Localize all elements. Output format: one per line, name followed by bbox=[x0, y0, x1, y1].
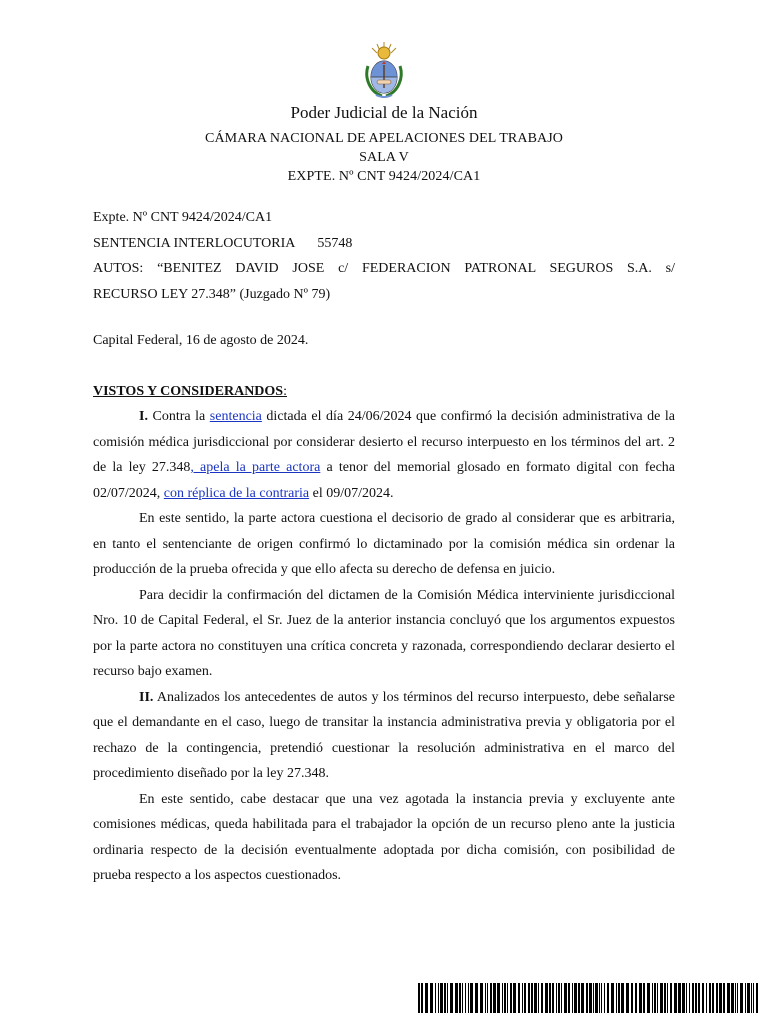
barcode-bar bbox=[552, 983, 554, 1013]
section-title-colon: : bbox=[283, 383, 287, 399]
barcode-bar bbox=[455, 983, 458, 1013]
court-name: Poder Judicial de la Nación bbox=[290, 103, 478, 122]
barcode-bar bbox=[709, 983, 711, 1013]
sentencia-label: SENTENCIA INTERLOCUTORIA bbox=[93, 235, 296, 251]
paragraph-4-text: Analizados los antecedentes de autos y los términos del recurso interpuesto, debe señalarse que el demandante en el caso, luego de transitar la instancia administrativa previa y obligatoria por el rechazo de la contingencia, pretendió cuestionar la resolución administrativa en el marco del procedimiento diseñado por la ley 27.348. bbox=[93, 689, 675, 781]
barcode-bar bbox=[621, 983, 624, 1013]
barcode-bar bbox=[468, 983, 469, 1013]
barcode-bar bbox=[712, 983, 714, 1013]
barcode-bar bbox=[660, 983, 663, 1013]
barcode-bar bbox=[425, 983, 428, 1013]
barcode-bar bbox=[465, 983, 466, 1013]
paragraph-4-numeral: II. bbox=[139, 689, 154, 705]
barcode-bar bbox=[430, 983, 433, 1013]
barcode-bar bbox=[654, 983, 656, 1013]
barcode-bar bbox=[599, 983, 600, 1013]
barcode-bar bbox=[631, 983, 633, 1013]
sala-name: SALA V bbox=[359, 150, 409, 165]
paragraph-3: Para decidir la confirmación del dictamen de la Comisión Médica interviniente jurisdiccional Nro. 10 de Capital Federal, el Sr. Juez de la anterior instancia concluyó que los argumentos expuestos por la parte actora no constituyen una crítica concreta y razonada, correspondiendo declarar desierto el recurso bajo examen. bbox=[93, 587, 675, 679]
barcode-bar bbox=[531, 983, 533, 1013]
barcode-bar bbox=[450, 983, 453, 1013]
argentina-coat-of-arms-icon bbox=[360, 40, 408, 100]
barcode-bar bbox=[607, 983, 609, 1013]
barcode-bar bbox=[737, 983, 738, 1013]
autos-line-1: AUTOS: “BENITEZ DAVID JOSE c/ FEDERACION PATRONAL SEGUROS S.A. s/ bbox=[93, 261, 675, 276]
header-expte: EXPTE. Nº CNT 9424/2024/CA1 bbox=[287, 169, 481, 184]
barcode-bar bbox=[502, 983, 503, 1013]
barcode-bar bbox=[682, 983, 685, 1013]
document-body bbox=[93, 205, 675, 889]
barcode-bar bbox=[522, 983, 523, 1013]
barcode-icon bbox=[418, 983, 760, 1013]
barcode-bar bbox=[493, 983, 496, 1013]
barcode-bar bbox=[470, 983, 473, 1013]
barcode-bar bbox=[716, 983, 718, 1013]
barcode-bar bbox=[689, 983, 690, 1013]
paragraph-1 bbox=[93, 404, 675, 506]
barcode-bar bbox=[459, 983, 461, 1013]
barcode-bar bbox=[444, 983, 446, 1013]
barcode-bar bbox=[747, 983, 750, 1013]
barcode-bar bbox=[702, 983, 704, 1013]
case-expte: Expte. Nº CNT 9424/2024/CA1 bbox=[93, 210, 273, 225]
barcode-bar bbox=[604, 983, 605, 1013]
barcode-bar bbox=[678, 983, 681, 1013]
barcode-bar bbox=[667, 983, 668, 1013]
barcode-bar bbox=[601, 983, 602, 1013]
barcode-bar bbox=[497, 983, 500, 1013]
document-date: Capital Federal, 16 de agosto de 2024. bbox=[93, 333, 309, 348]
paragraph-1-text-d: el 09/07/2024. bbox=[309, 485, 394, 501]
sentencia-link[interactable]: sentencia bbox=[209, 409, 262, 424]
paragraph-1-text-a: Contra la bbox=[147, 409, 210, 424]
barcode-bar bbox=[719, 983, 722, 1013]
paragraph-2: En este sentido, la parte actora cuestiona el decisorio de grado al considerar que es arbitraria, en tanto el sentenciante de origen confirmó lo dictaminado por la comisión médica sin ordenar la producción de la prueba ofrecida y que ello afecta su derecho de defensa en juicio. bbox=[93, 511, 675, 577]
barcode-bar bbox=[568, 983, 570, 1013]
barcode-bar bbox=[578, 983, 580, 1013]
barcode-bar bbox=[751, 983, 752, 1013]
barcode-bar bbox=[698, 983, 700, 1013]
paragraph-1-text-c: a tenor del memorial glosado en formato digital con fecha 02/07/2024, bbox=[93, 460, 675, 501]
barcode-bar bbox=[524, 983, 526, 1013]
barcode-bar bbox=[541, 983, 543, 1013]
barcode-bar bbox=[611, 983, 614, 1013]
barcode-bar bbox=[549, 983, 551, 1013]
barcode-bar bbox=[480, 983, 483, 1013]
barcode-bar bbox=[490, 983, 492, 1013]
barcode-bar bbox=[589, 983, 592, 1013]
barcode-bar bbox=[626, 983, 629, 1013]
barcode-bar bbox=[647, 983, 650, 1013]
barcode-bar bbox=[440, 983, 443, 1013]
barcode-bar bbox=[740, 983, 743, 1013]
barcode-bar bbox=[723, 983, 725, 1013]
barcode-bar bbox=[670, 983, 672, 1013]
barcode-bar bbox=[731, 983, 734, 1013]
paragraph-1-numeral: I. bbox=[139, 409, 148, 424]
barcode-bar bbox=[753, 983, 754, 1013]
paragraph-1-text-b: dictada el día 24/06/2024 que confirmó la decisión administrativa de la comisión médica jurisdiccional por considerar desierto el recurso interpuesto en los términos del art. 2 de la ley 27.348 bbox=[93, 409, 675, 475]
sentencia-line bbox=[93, 231, 675, 257]
barcode-bar bbox=[643, 983, 645, 1013]
barcode-bar bbox=[595, 983, 598, 1013]
section-title-text: VISTOS Y CONSIDERANDOS bbox=[93, 383, 284, 399]
barcode-bar bbox=[692, 983, 694, 1013]
barcode-bar bbox=[639, 983, 642, 1013]
barcode-bar bbox=[581, 983, 584, 1013]
paragraph-4 bbox=[93, 685, 675, 787]
barcode-bar bbox=[504, 983, 506, 1013]
apela-parte-actora-link[interactable]: , apela la parte actora bbox=[190, 460, 321, 475]
barcode-bar bbox=[586, 983, 588, 1013]
barcode-bar bbox=[438, 983, 439, 1013]
barcode-bar bbox=[664, 983, 666, 1013]
barcode-bar bbox=[487, 983, 488, 1013]
barcode-bar bbox=[572, 983, 573, 1013]
case-metadata bbox=[93, 205, 675, 307]
barcode-bar bbox=[756, 983, 758, 1013]
barcode-bar bbox=[421, 983, 423, 1013]
barcode-bar bbox=[616, 983, 617, 1013]
barcode-bar bbox=[674, 983, 677, 1013]
chamber-name: CÁMARA NACIONAL DE APELACIONES DEL TRABAJO bbox=[205, 131, 563, 146]
barcode-bar bbox=[518, 983, 520, 1013]
barcode-bar bbox=[635, 983, 637, 1013]
document-header bbox=[0, 102, 768, 186]
barcode-bar bbox=[538, 983, 539, 1013]
barcode-bar bbox=[564, 983, 567, 1013]
barcode-bar bbox=[558, 983, 560, 1013]
section-title bbox=[93, 379, 675, 405]
barcode-bar bbox=[507, 983, 508, 1013]
barcode-bar bbox=[593, 983, 594, 1013]
autos-line-2: RECURSO LEY 27.348” (Juzgado Nº 79) bbox=[93, 286, 331, 302]
barcode-bar bbox=[727, 983, 730, 1013]
barcode-bar bbox=[695, 983, 697, 1013]
sentencia-number: 55748 bbox=[317, 235, 353, 251]
barcode-bar bbox=[686, 983, 687, 1013]
barcode-bar bbox=[534, 983, 537, 1013]
barcode-bar bbox=[745, 983, 746, 1013]
barcode-bar bbox=[657, 983, 658, 1013]
barcode-bar bbox=[556, 983, 557, 1013]
barcode-bar bbox=[618, 983, 620, 1013]
barcode-bar bbox=[513, 983, 516, 1013]
paragraph-5: En este sentido, cabe destacar que una vez agotada la instancia previa y excluyente ante comisiones médicas, queda habilitada para el trabajador la opción de un recurso pleno ante la justicia ordinaria respecto de la decisión eventualmente adoptada por dicha comisión, con posibilidad de prueba respecto a los aspectos cuestionados. bbox=[93, 791, 675, 883]
barcode-bar bbox=[418, 983, 420, 1013]
barcode-bar bbox=[652, 983, 653, 1013]
barcode-bar bbox=[561, 983, 562, 1013]
replica-contraria-link[interactable]: con réplica de la contraria bbox=[163, 485, 310, 501]
barcode-bar bbox=[528, 983, 530, 1013]
barcode-bar bbox=[475, 983, 478, 1013]
barcode-bar bbox=[435, 983, 436, 1013]
barcode-bar bbox=[545, 983, 548, 1013]
barcode-bar bbox=[485, 983, 486, 1013]
barcode-bar bbox=[706, 983, 707, 1013]
barcode-bar bbox=[510, 983, 512, 1013]
barcode-bar bbox=[462, 983, 463, 1013]
barcode-bar bbox=[735, 983, 736, 1013]
barcode-bar bbox=[574, 983, 577, 1013]
barcode-bar bbox=[447, 983, 448, 1013]
